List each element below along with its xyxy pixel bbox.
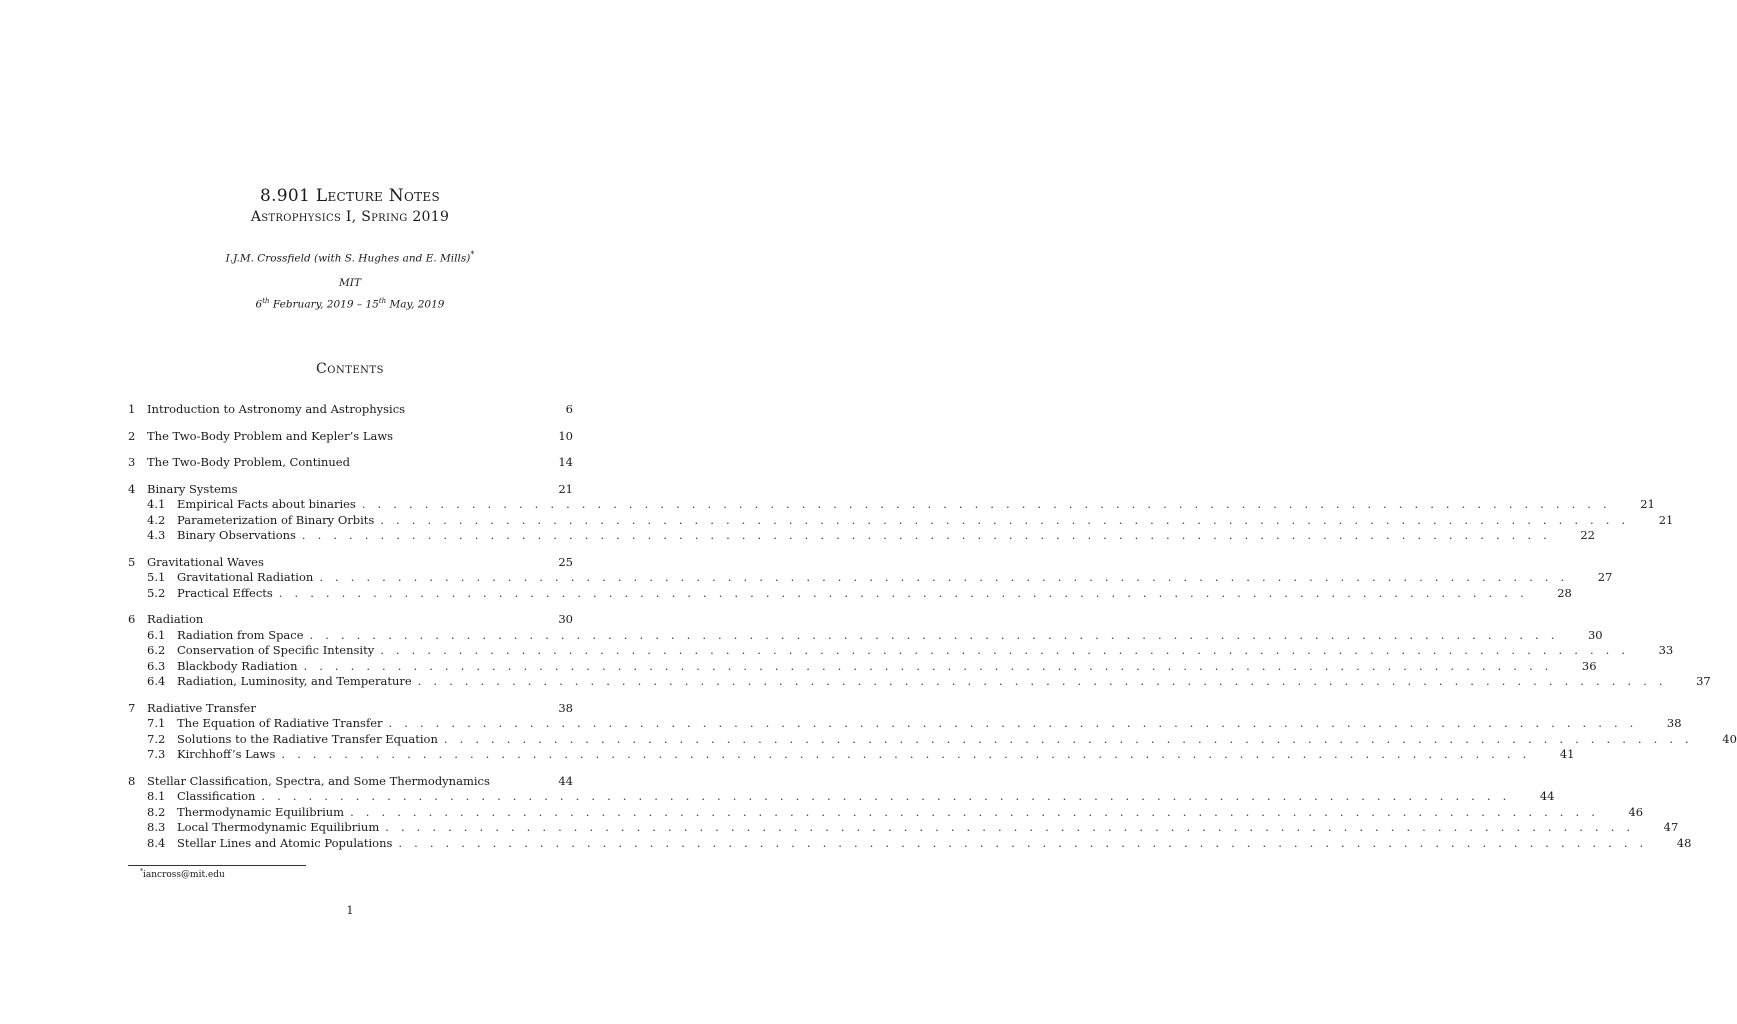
toc-leader-dots: . . . . . . . . . . . . . . . . . . . . . . . . . . . . . . . . . . . . . . . . . . . . . . . . . . . . . . . . . . . . . . . . . . . . . . . . . . . . . . . . <box>398 835 1648 850</box>
toc-subentry-page: 21 <box>1640 497 1655 511</box>
footnote-mark: * <box>140 868 143 875</box>
toc-entry-page: 14 <box>558 455 573 469</box>
table-of-contents <box>128 402 1737 862</box>
toc-subentry-number: 8.3 <box>147 820 166 834</box>
author-text: I.J.M. Crossfield (with S. Hughes and E. Mills) <box>225 252 471 265</box>
page-number: 1 <box>346 904 354 917</box>
toc-subentry[interactable] <box>128 627 1603 644</box>
date-end-day: 15 <box>365 298 379 311</box>
toc-subentry-number: 8.4 <box>147 835 166 850</box>
toc-section <box>128 612 1711 690</box>
toc-entry-title: Introduction to Astronomy and Astrophysics <box>147 402 406 416</box>
toc-subentry-page: 38 <box>1666 716 1682 730</box>
toc-subentry[interactable] <box>128 835 1692 852</box>
toc-entry-page: 21 <box>558 481 573 496</box>
toc-entry-page: 30 <box>558 612 573 626</box>
toc-subentry-title: Thermodynamic Equilibrium <box>177 804 345 819</box>
toc-entry-page: 38 <box>558 700 573 715</box>
toc-section <box>128 700 1737 763</box>
toc-entry[interactable] <box>128 555 573 571</box>
toc-leader-dots: . . . . . . . . . . . . . . . . . . . . . . . . . . . . . . . . . . . . . . . . . . . . . . . . . . . . . . . . . . . . . . . . . . . . . . . . . . . . . . . . <box>380 643 1630 657</box>
toc-subentry[interactable] <box>128 716 1682 732</box>
toc-subentry-number: 5.2 <box>147 585 166 600</box>
toc-subentry-title: The Equation of Radiative Transfer <box>177 716 383 730</box>
toc-section <box>128 481 1674 544</box>
date-end-suffix: th <box>378 297 387 305</box>
toc-subentry-page: 41 <box>1559 747 1575 761</box>
toc-leader-dots: . . . . . . . . . . . . . . . . . . . . . . . . . . . . . . . . . . . . . . . . . . . . . . . . . . . . . . . . . . . . . . . . . . . . . . . . . . . . . . . . <box>301 528 1551 542</box>
toc-entry[interactable] <box>128 455 573 471</box>
toc-subentry-number: 7.1 <box>147 716 166 730</box>
toc-section <box>128 429 573 445</box>
toc-subentry-title: Radiation, Luminosity, and Temperature <box>177 674 412 688</box>
toc-entry[interactable] <box>128 402 573 418</box>
toc-entry-title: The Two-Body Problem, Continued <box>147 455 350 469</box>
footnote-text: iancross@mit.edu <box>143 870 225 880</box>
toc-leader-dots: . . . . . . . . . . . . . . . . . . . . . . . . . . . . . . . . . . . . . . . . . . . . . . . . . . . . . . . . . . . . . . . . . . . . . . . . . . . . . . . . <box>388 716 1638 730</box>
toc-entry[interactable] <box>128 482 573 498</box>
date-start-day: 6 <box>255 298 263 311</box>
toc-entry[interactable] <box>128 612 573 628</box>
date-start-suffix: th <box>262 297 270 305</box>
toc-subentry-number: 6.3 <box>147 658 166 673</box>
toc-subentry-page: 28 <box>1557 585 1572 600</box>
toc-subentry[interactable] <box>128 497 1655 513</box>
toc-entry-number: 7 <box>128 700 136 715</box>
toc-section <box>128 402 573 418</box>
toc-subentry-page: 33 <box>1658 643 1674 657</box>
toc-subentry-number: 8.1 <box>147 789 166 803</box>
toc-leader-dots: . . . . . . . . . . . . . . . . . . . . . . . . . . . . . . . . . . . . . . . . . . . . . . . . . . . . . . . . . . . . . . . . . . . . . . . . . . . . . . . . <box>417 674 1667 688</box>
toc-entry-title: Radiation <box>147 612 204 626</box>
toc-subentry-title: Local Thermodynamic Equilibrium <box>177 820 380 834</box>
toc-subentry-number: 6.2 <box>147 643 166 657</box>
footnote-rule <box>128 865 306 866</box>
toc-leader-dots: . . . . . . . . . . . . . . . . . . . . . . . . . . . . . . . . . . . . . . . . . . . . . . . . . . . . . . . . . . . . . . . . . . . . . . . . . . . . . . . . <box>309 627 1559 642</box>
toc-subentry-title: Empirical Facts about binaries <box>177 497 356 511</box>
toc-entry-number: 8 <box>128 773 136 788</box>
footnote <box>140 868 225 880</box>
toc-leader-dots: . . . . . . . . . . . . . . . . . . . . . . . . . . . . . . . . . . . . . . . . . . . . . . . . . . . . . . . . . . . . . . . . . . . . . . . . . . . . . . . . <box>350 804 1600 819</box>
toc-subentry-title: Kirchhoff’s Laws <box>177 747 276 761</box>
toc-subentry[interactable] <box>128 658 1597 675</box>
toc-section <box>128 455 573 471</box>
toc-subentry-number: 4.3 <box>147 528 166 542</box>
toc-subentry-page: 47 <box>1663 820 1679 834</box>
toc-leader-dots: . . . . . . . . . . . . . . . . . . . . . . . . . . . . . . . . . . . . . . . . . . . . . . . . . . . . . . . . . . . . . . . . . . . . . . . . . . . . . . . . <box>361 497 1611 511</box>
toc-leader-dots: . . . . . . . . . . . . . . . . . . . . . . . . . . . . . . . . . . . . . . . . . . . . . . . . . . . . . . . . . . . . . . . . . . . . . . . . . . . . . . . . <box>380 512 1630 527</box>
toc-entry-page: 44 <box>558 773 573 788</box>
toc-subentry[interactable] <box>128 674 1711 690</box>
toc-subentry[interactable] <box>128 585 1572 602</box>
toc-entry[interactable] <box>128 429 573 445</box>
author-line <box>0 250 700 265</box>
toc-entry-number: 3 <box>128 455 136 469</box>
toc-subentry[interactable] <box>128 528 1595 544</box>
toc-subentry-title: Practical Effects <box>177 585 273 600</box>
toc-subentry-title: Stellar Lines and Atomic Populations <box>177 835 393 850</box>
toc-leader-dots: . . . . . . . . . . . . . . . . . . . . . . . . . . . . . . . . . . . . . . . . . . . . . . . . . . . . . . . . . . . . . . . . . . . . . . . . . . . . . . . . <box>261 789 1511 803</box>
toc-subentry-page: 46 <box>1628 804 1644 819</box>
toc-entry-page: 25 <box>558 554 573 569</box>
toc-subentry-title: Solutions to the Radiative Transfer Equation <box>177 731 438 746</box>
toc-subentry-page: 27 <box>1597 570 1613 584</box>
toc-subentry[interactable] <box>128 512 1674 529</box>
toc-entry-title: Stellar Classification, Spectra, and Some Thermodynamics <box>147 773 490 788</box>
toc-leader-dots: . . . . . . . . . . . . . . . . . . . . . . . . . . . . . . . . . . . . . . . . . . . . . . . . . . . . . . . . . . . . . . . . . . . . . . . . . . . . . . . . <box>443 731 1693 746</box>
toc-subentry[interactable] <box>128 804 1644 821</box>
toc-subentry-number: 6.1 <box>147 627 166 642</box>
toc-subentry-title: Blackbody Radiation <box>177 658 298 673</box>
toc-entry-title: Binary Systems <box>147 481 238 496</box>
toc-subentry-page: 48 <box>1676 835 1692 850</box>
toc-subentry-page: 44 <box>1539 789 1555 803</box>
toc-entry-page: 6 <box>565 402 573 416</box>
toc-leader-dots: . . . . . . . . . . . . . . . . . . . . . . . . . . . . . . . . . . . . . . . . . . . . . . . . . . . . . . . . . . . . . . . . . . . . . . . . . . . . . . . . <box>385 820 1635 834</box>
toc-leader-dots: . . . . . . . . . . . . . . . . . . . . . . . . . . . . . . . . . . . . . . . . . . . . . . . . . . . . . . . . . . . . . . . . . . . . . . . . . . . . . . . . <box>281 747 1531 761</box>
toc-subentry-number: 7.3 <box>147 747 166 761</box>
document-title: 8.901 Lecture Notes <box>259 186 440 206</box>
toc-section <box>128 554 1613 602</box>
document-subtitle: Astrophysics I, Spring 2019 <box>250 209 450 225</box>
toc-subentry[interactable] <box>128 820 1679 836</box>
toc-subentry-title: Parameterization of Binary Orbits <box>177 512 375 527</box>
toc-entry-page: 10 <box>558 428 573 443</box>
toc-leader-dots: . . . . . . . . . . . . . . . . . . . . . . . . . . . . . . . . . . . . . . . . . . . . . . . . . . . . . . . . . . . . . . . . . . . . . . . . . . . . . . . . <box>319 570 1569 584</box>
toc-subentry-title: Binary Observations <box>177 528 296 542</box>
toc-subentry-number: 6.4 <box>147 674 166 688</box>
toc-subentry[interactable] <box>128 731 1737 748</box>
author-footnote-mark: * <box>470 250 475 259</box>
toc-subentry-page: 22 <box>1580 528 1595 542</box>
toc-subentry[interactable] <box>128 570 1613 586</box>
toc-subentry-number: 4.1 <box>147 497 166 511</box>
toc-subentry-title: Classification <box>177 789 256 803</box>
toc-section <box>128 773 1692 852</box>
toc-subentry-page: 40 <box>1722 731 1737 746</box>
toc-entry-number: 5 <box>128 554 136 569</box>
toc-subentry-page: 21 <box>1658 512 1674 527</box>
toc-entry-title: The Two-Body Problem and Kepler’s Laws <box>147 428 394 443</box>
toc-entry-title: Gravitational Waves <box>147 554 264 569</box>
toc-subentry-page: 30 <box>1587 627 1603 642</box>
toc-subentry[interactable] <box>128 789 1555 805</box>
toc-subentry-page: 37 <box>1696 674 1711 688</box>
toc-subentry[interactable] <box>128 643 1674 659</box>
toc-entry-title: Radiative Transfer <box>147 700 256 715</box>
toc-subentry-number: 7.2 <box>147 731 166 746</box>
toc-subentry-number: 4.2 <box>147 512 166 527</box>
toc-entry-number: 4 <box>128 481 136 496</box>
toc-subentry[interactable] <box>128 747 1575 763</box>
toc-subentry-title: Radiation from Space <box>177 627 304 642</box>
institution: MIT <box>339 277 361 289</box>
toc-subentry-title: Gravitational Radiation <box>177 570 314 584</box>
date-end-rest: May, 2019 <box>389 298 445 311</box>
toc-subentry-title: Conservation of Specific Intensity <box>177 643 375 657</box>
date-start-rest: February, 2019 – <box>272 298 366 311</box>
toc-subentry-page: 36 <box>1581 658 1597 673</box>
toc-entry-number: 1 <box>128 402 136 416</box>
toc-subentry-number: 5.1 <box>147 570 166 584</box>
toc-leader-dots: . . . . . . . . . . . . . . . . . . . . . . . . . . . . . . . . . . . . . . . . . . . . . . . . . . . . . . . . . . . . . . . . . . . . . . . . . . . . . . . . <box>303 658 1553 673</box>
toc-subentry-number: 8.2 <box>147 804 166 819</box>
toc-entry[interactable] <box>128 701 573 717</box>
toc-entry-number: 2 <box>128 428 136 443</box>
toc-entry-number: 6 <box>128 612 136 626</box>
toc-leader-dots: . . . . . . . . . . . . . . . . . . . . . . . . . . . . . . . . . . . . . . . . . . . . . . . . . . . . . . . . . . . . . . . . . . . . . . . . . . . . . . . . <box>278 585 1528 600</box>
date-line <box>0 297 700 311</box>
toc-entry[interactable] <box>128 774 573 790</box>
contents-heading: Contents <box>316 361 384 377</box>
